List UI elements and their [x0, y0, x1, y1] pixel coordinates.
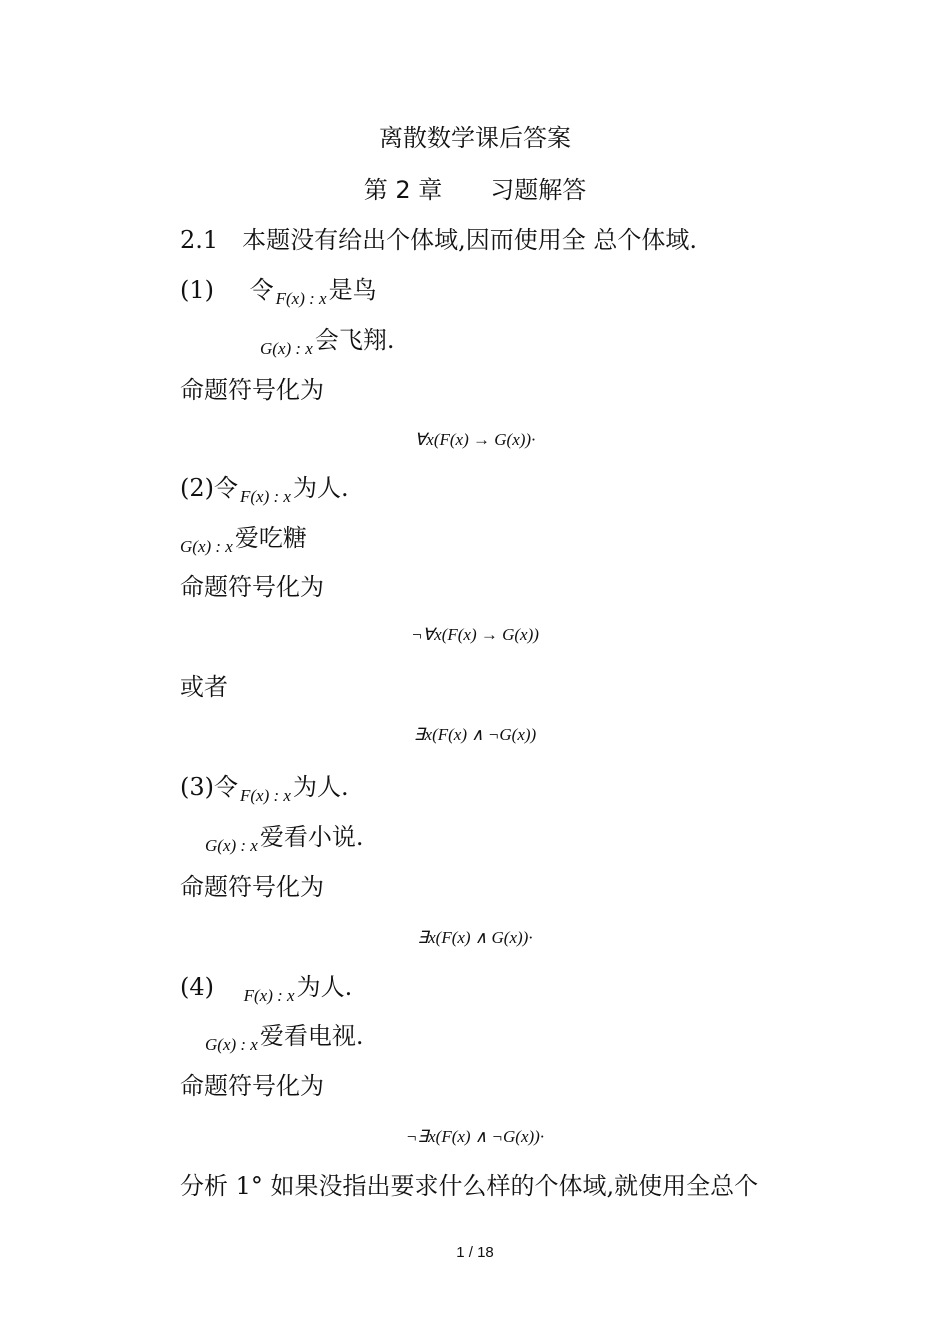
- item-3-f-line: [180, 767, 349, 805]
- predicate-g-text: 爱看小说.: [259, 823, 364, 851]
- alternative-label: 或者: [180, 673, 228, 701]
- predicate-f: F(x) : x: [240, 487, 291, 506]
- item-number: (3): [180, 773, 214, 801]
- item-2-g-line: [180, 518, 307, 556]
- intro-paragraph: 2.1 本题没有给出个体域,因而使用全 总个体域.: [180, 226, 698, 254]
- predicate-g-text: 会飞翔.: [314, 326, 395, 354]
- item-4-f-line: [180, 967, 353, 1005]
- item-number: (2): [180, 474, 214, 502]
- formula-4: ¬∃x(F(x) ∧ ¬G(x))·: [405, 1127, 545, 1146]
- predicate-g: G(x) : x: [205, 1035, 258, 1054]
- predicate-f-text: 为人.: [292, 773, 349, 801]
- analysis-paragraph: 分析 1° 如果没指出要求什么样的个体域,就使用全总个: [180, 1172, 759, 1200]
- formalization-label: 命题符号化为: [180, 873, 324, 901]
- predicate-g: G(x) : x: [205, 836, 258, 855]
- predicate-g-text: 爱吃糖: [234, 524, 307, 552]
- item-3-g-line: [205, 817, 364, 855]
- formula-2-alt: ∃x(F(x) ∧ ¬G(x)): [413, 725, 537, 744]
- predicate-g-text: 爱看电视.: [259, 1022, 364, 1050]
- predicate-f: F(x) : x: [275, 289, 327, 308]
- predicate-f: F(x) : x: [240, 786, 291, 805]
- item-number: (4): [180, 973, 214, 1001]
- formalization-label: 命题符号化为: [180, 376, 324, 404]
- item-1-f-line: [180, 270, 377, 308]
- document-title: 离散数学课后答案: [379, 124, 571, 152]
- item-number: (1): [180, 276, 214, 304]
- formalization-label: 命题符号化为: [180, 573, 324, 601]
- formalization-label: 命题符号化为: [180, 1072, 324, 1100]
- predicate-f-text: 是鸟: [328, 276, 377, 304]
- let-word: 令: [249, 276, 274, 304]
- let-word: 令: [214, 773, 238, 801]
- predicate-f-text: 为人.: [296, 973, 353, 1001]
- predicate-g: G(x) : x: [180, 537, 233, 556]
- chapter-title: 第 2 章 习题解答: [363, 176, 587, 204]
- page-number: 1 / 18: [456, 1244, 494, 1261]
- formula-3: ∃x(F(x) ∧ G(x))·: [417, 928, 533, 947]
- formula-1: ∀x(F(x) → G(x))·: [414, 430, 536, 449]
- item-1-g-line: [258, 320, 395, 358]
- let-word: 令: [214, 474, 238, 502]
- predicate-g: G(x) : x: [260, 339, 313, 358]
- item-2-f-line: [180, 468, 349, 506]
- predicate-f-text: 为人.: [292, 474, 349, 502]
- predicate-f: F(x) : x: [243, 986, 295, 1005]
- item-4-g-line: [205, 1016, 364, 1054]
- formula-2: ¬∀x(F(x) → G(x)): [411, 625, 539, 644]
